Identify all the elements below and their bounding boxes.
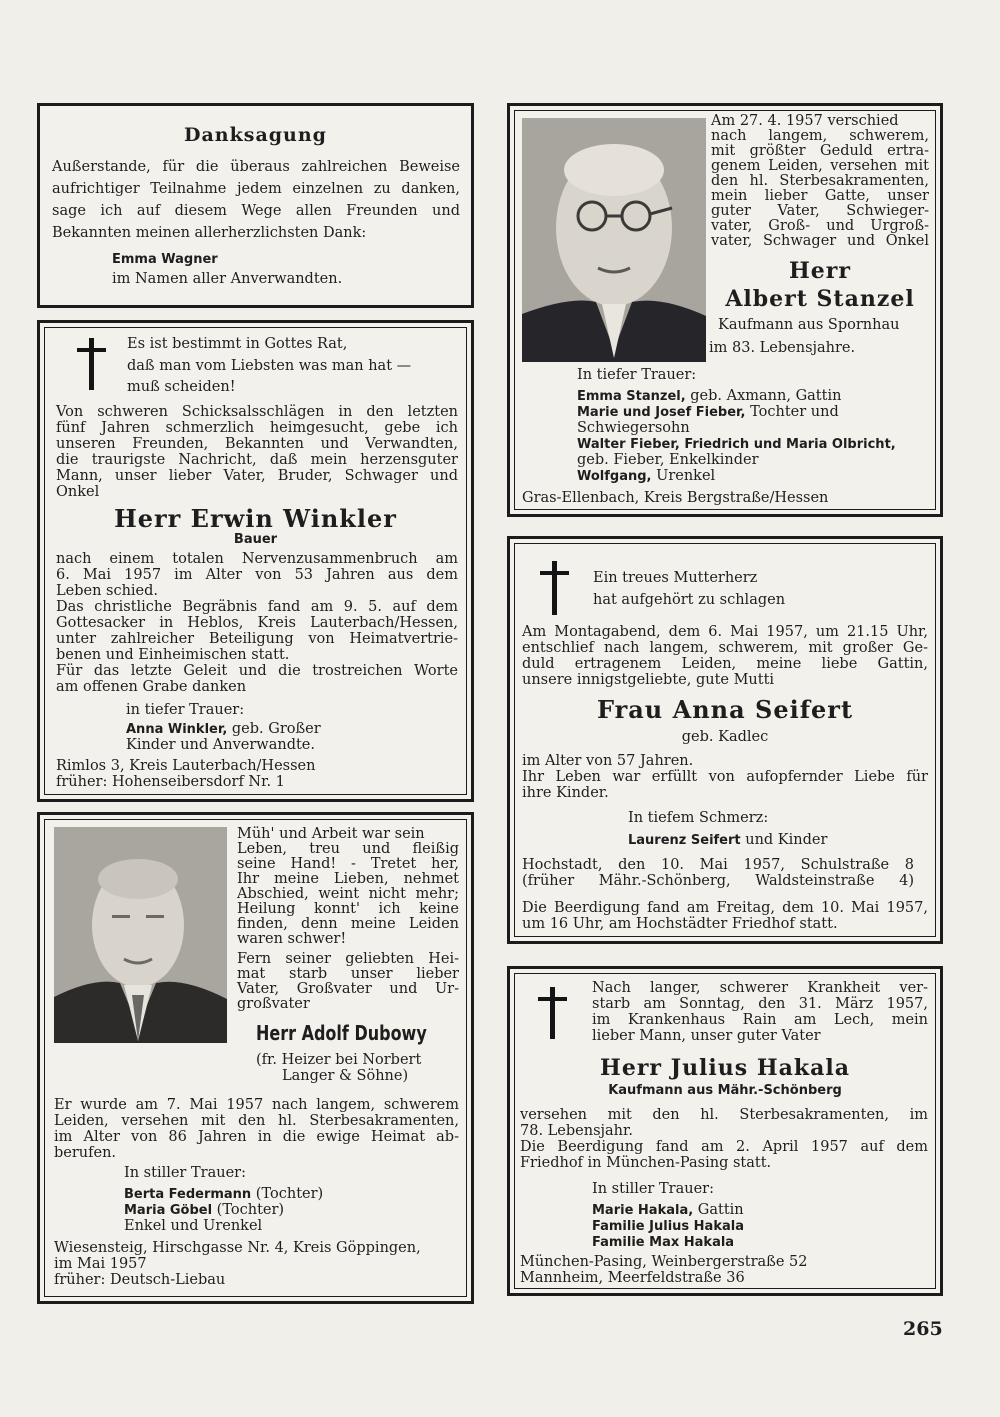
dubowy-verse-1: Müh' und Arbeit war sein xyxy=(237,826,425,842)
stanzel-mourner-2 xyxy=(577,405,839,421)
winkler-verse-2: daß man vom Liebsten was man hat — xyxy=(127,358,412,374)
hakala-mourner-1-rest: Gattin xyxy=(693,1202,744,1218)
seifert-mourner-rest: und Kinder xyxy=(740,832,828,848)
stanzel-mourner-2-name: Marie und Josef Fieber, xyxy=(577,405,746,420)
dubowy-notice xyxy=(37,812,474,1304)
stanzel-mourner-4-rest: Urenkel xyxy=(651,468,716,484)
dubowy-mourner-2-rel: (Tochter) xyxy=(212,1202,285,1218)
danksagung-signer-note: im Namen aller Anverwandten. xyxy=(112,271,343,287)
winkler-intro-1: Von schweren Schicksalsschlägen in den letzten xyxy=(56,404,458,420)
dubowy-mourners-extra: Enkel und Urenkel xyxy=(124,1218,263,1234)
winkler-body-1: nach einem totalen Nervenzusammenbruch am xyxy=(56,551,458,567)
seifert-funeral-2: um 16 Uhr, am Hochstädter Friedhof statt. xyxy=(522,916,838,932)
stanzel-mourner-2-rest: Tochter und xyxy=(745,404,839,420)
hakala-address-1: München-Pasing, Weinbergerstraße 52 xyxy=(520,1254,808,1270)
stanzel-intro-3: mit größter Geduld ertra- xyxy=(711,143,929,159)
danksagung-signer: Emma Wagner xyxy=(112,252,218,267)
stanzel-title: Herr xyxy=(789,258,851,284)
seifert-intro-3: duld ertragenem Leiden, meine liebe Gattin, xyxy=(522,656,928,672)
seifert-funeral-1: Die Beerdigung fand am Freitag, dem 10. Mai 1957, xyxy=(522,900,928,916)
hakala-intro-4: lieber Mann, unser guter Vater xyxy=(592,1028,821,1044)
dubowy-address-3: früher: Deutsch-Liebau xyxy=(54,1272,226,1288)
seifert-name: Frau Anna Seifert xyxy=(596,695,854,724)
dubowy-intro-2: mat starb unser lieber xyxy=(237,966,459,982)
winkler-body-9: am offenen Grabe danken xyxy=(56,679,247,695)
winkler-body-7: benen und Einheimischen statt. xyxy=(56,647,290,663)
seifert-intro-2: entschlief nach langem, schwerem, mit großer Ge- xyxy=(522,640,928,656)
seifert-body-2: Ihr Leben war erfüllt von aufopfernder Liebe für xyxy=(522,769,928,785)
winkler-intro-5: Mann, unser lieber Vater, Bruder, Schwager und xyxy=(56,468,458,484)
seifert-mourner xyxy=(628,833,827,849)
stanzel-mourner-3-name: Walter Fieber, Friedrich und Maria Olbricht, xyxy=(577,437,896,452)
stanzel-occupation: Kaufmann aus Spornhau xyxy=(718,317,900,333)
page-number: 265 xyxy=(903,1318,943,1340)
dubowy-portrait-photo xyxy=(54,827,227,1043)
winkler-mourning-label: in tiefer Trauer: xyxy=(126,702,245,718)
dubowy-body-2: Leiden, versehen mit den hl. Sterbesakramenten, xyxy=(54,1113,459,1129)
stanzel-mourner-4-name: Wolfgang, xyxy=(577,469,652,484)
hakala-mourner-1 xyxy=(592,1203,744,1219)
dubowy-verse-5: Abschied, weint nicht mehr; xyxy=(237,886,459,902)
stanzel-mourner-2-cont: Schwiegersohn xyxy=(577,420,690,436)
hakala-notice xyxy=(507,966,943,1296)
winkler-verse-1: Es ist bestimmt in Gottes Rat, xyxy=(127,336,348,352)
hakala-body-1: versehen mit den hl. Sterbesakramenten, im xyxy=(520,1107,928,1123)
winkler-intro-6: Onkel xyxy=(56,484,100,500)
winkler-mourner xyxy=(126,722,321,738)
stanzel-intro-7: guter Vater, Schwieger- xyxy=(711,203,929,219)
winkler-body-8: Für das letzte Geleit und die trostreichen Worte xyxy=(56,663,458,679)
winkler-body-3: Leben schied. xyxy=(56,583,159,599)
dubowy-intro-4: großvater xyxy=(237,996,310,1012)
dubowy-intro-3: Vater, Großvater und Ur- xyxy=(237,981,459,997)
seifert-maiden: geb. Kadlec xyxy=(681,729,769,745)
hakala-body-4: Friedhof in München-Pasing statt. xyxy=(520,1155,772,1171)
danksagung-line-3: sage ich auf diesem Wege allen Freunden und xyxy=(52,203,460,219)
winkler-mourner-rest: geb. Großer xyxy=(227,721,321,737)
dubowy-mourner-2-name: Maria Göbel xyxy=(124,1203,213,1218)
dubowy-occupation-2: Langer & Söhne) xyxy=(282,1068,409,1084)
dubowy-mourning-label: In stiller Trauer: xyxy=(124,1165,246,1181)
seifert-intro-1: Am Montagabend, dem 6. Mai 1957, um 21.15 Uhr, xyxy=(522,624,928,640)
seifert-mourning-label: In tiefem Schmerz: xyxy=(628,810,769,826)
stanzel-notice xyxy=(507,103,943,517)
stanzel-age: im 83. Lebensjahre. xyxy=(709,340,856,356)
man-portrait-icon xyxy=(54,827,227,1043)
stanzel-mourner-1 xyxy=(577,389,841,405)
hakala-mourner-2: Familie Julius Hakala xyxy=(592,1219,744,1234)
danksagung-line-2: aufrichtiger Teilnahme jedem einzelnen zu danken, xyxy=(52,181,460,197)
stanzel-name: Albert Stanzel xyxy=(725,286,915,312)
danksagung-title: Danksagung xyxy=(184,124,327,146)
seifert-mourner-name: Laurenz Seifert xyxy=(628,833,741,848)
winkler-body-6: unter zahlreicher Beteiligung von Heimatvertrie- xyxy=(56,631,458,647)
danksagung-notice xyxy=(37,103,474,308)
winkler-body-4: Das christliche Begräbnis fand am 9. 5. auf dem xyxy=(56,599,458,615)
man-with-glasses-portrait-icon xyxy=(522,118,706,362)
cross-icon xyxy=(538,987,567,1039)
hakala-address-2: Mannheim, Meerfeldstraße 36 xyxy=(520,1270,745,1286)
hakala-body-3: Die Beerdigung fand am 2. April 1957 auf dem xyxy=(520,1139,928,1155)
hakala-intro-1: Nach langer, schwerer Krankheit ver- xyxy=(592,980,928,996)
dubowy-mourner-1-name: Berta Federmann xyxy=(124,1187,252,1202)
dubowy-body-1: Er wurde am 7. Mai 1957 nach langem, schwerem xyxy=(54,1097,459,1113)
hakala-name: Herr Julius Hakala xyxy=(600,1055,850,1081)
stanzel-intro-9: vater, Schwager und Onkel xyxy=(711,233,929,249)
winkler-intro-4: die traurigste Nachricht, daß mein herzensguter xyxy=(56,452,458,468)
hakala-intro-3: im Krankenhaus Rain am Lech, mein xyxy=(592,1012,928,1028)
stanzel-intro-1: Am 27. 4. 1957 verschied xyxy=(711,113,899,129)
winkler-address-2: früher: Hohenseibersdorf Nr. 1 xyxy=(56,774,285,790)
winkler-mourners-extra: Kinder und Anverwandte. xyxy=(126,737,315,753)
hakala-mourner-1-name: Marie Hakala, xyxy=(592,1203,694,1218)
dubowy-body-3: im Alter von 86 Jahren in die ewige Heimat ab- xyxy=(54,1129,459,1145)
danksagung-line-1: Außerstande, für die überaus zahlreichen Beweise xyxy=(52,159,460,175)
cross-icon xyxy=(540,561,569,615)
stanzel-mourner-1-rest: geb. Axmann, Gattin xyxy=(685,388,842,404)
dubowy-verse-4: Ihr meine Lieben, nehmet xyxy=(237,871,459,887)
winkler-body-5: Gottesacker in Heblos, Kreis Lauterbach/Hessen, xyxy=(56,615,458,631)
stanzel-mourning-label: In tiefer Trauer: xyxy=(577,367,697,383)
seifert-verse-2: hat aufgehört zu schlagen xyxy=(593,592,786,608)
dubowy-verse-8: waren schwer! xyxy=(237,931,347,947)
dubowy-address-1: Wiesensteig, Hirschgasse Nr. 4, Kreis Göppingen, xyxy=(54,1240,421,1256)
winkler-mourner-name: Anna Winkler, xyxy=(126,722,228,737)
winkler-intro-2: fünf Jahren schmerzlich heimgesucht, gebe ich xyxy=(56,420,458,436)
stanzel-intro-4: genem Leiden, versehen mit xyxy=(711,158,929,174)
hakala-intro-2: starb am Sonntag, den 31. März 1957, xyxy=(592,996,928,1012)
stanzel-mourner-1-name: Emma Stanzel, xyxy=(577,389,686,404)
dubowy-occupation-1: (fr. Heizer bei Norbert xyxy=(256,1052,422,1068)
winkler-intro-3: unseren Freunden, Bekannten und Verwandten, xyxy=(56,436,458,452)
winkler-verse-3: muß scheiden! xyxy=(127,379,236,395)
winkler-address-1: Rimlos 3, Kreis Lauterbach/Hessen xyxy=(56,758,316,774)
dubowy-name: Herr Adolf Dubowy xyxy=(256,1021,427,1045)
seifert-verse-1: Ein treues Mutterherz xyxy=(593,570,758,586)
winkler-occupation: Bauer xyxy=(233,532,278,547)
dubowy-mourner-1 xyxy=(124,1187,323,1203)
dubowy-intro-1: Fern seiner geliebten Hei- xyxy=(237,951,459,967)
stanzel-address: Gras-Ellenbach, Kreis Bergstraße/Hessen xyxy=(522,490,829,506)
winkler-name: Herr Erwin Winkler xyxy=(114,504,397,533)
stanzel-intro-5: den hl. Sterbesakramenten, xyxy=(711,173,929,189)
seifert-address-1: Hochstadt, den 10. Mai 1957, Schulstraße 8 xyxy=(522,857,914,873)
stanzel-mourner-4 xyxy=(577,469,715,485)
stanzel-intro-2: nach langem, schwerem, xyxy=(711,128,929,144)
dubowy-verse-3: seine Hand! - Tretet her, xyxy=(237,856,459,872)
dubowy-mourner-2 xyxy=(124,1203,284,1219)
dubowy-body-4: berufen. xyxy=(54,1145,117,1161)
winkler-notice xyxy=(37,320,474,802)
dubowy-verse-7: finden, denn meine Leiden xyxy=(237,916,459,932)
stanzel-portrait-photo xyxy=(522,118,706,362)
hakala-mourner-3: Familie Max Hakala xyxy=(592,1235,735,1250)
dubowy-verse-2: Leben, treu und fleißig xyxy=(237,841,459,857)
stanzel-intro-6: mein lieber Gatte, unser xyxy=(711,188,929,204)
hakala-body-2: 78. Lebensjahr. xyxy=(520,1123,633,1139)
hakala-mourning-label: In stiller Trauer: xyxy=(592,1181,714,1197)
dubowy-address-2: im Mai 1957 xyxy=(54,1256,147,1272)
dubowy-verse-6: Heilung konnt' ich keine xyxy=(237,901,459,917)
cross-icon xyxy=(77,338,106,390)
seifert-body-1: im Alter von 57 Jahren. xyxy=(522,753,694,769)
seifert-address-2: (früher Mähr.-Schönberg, Waldsteinstraße 4) xyxy=(522,873,914,889)
stanzel-intro-8: vater, Groß- und Urgroß- xyxy=(711,218,929,234)
winkler-body-2: 6. Mai 1957 im Alter von 53 Jahren aus dem xyxy=(56,567,458,583)
hakala-occupation: Kaufmann aus Mähr.-Schönberg xyxy=(608,1083,842,1098)
seifert-intro-4: unsere innigstgeliebte, gute Mutti xyxy=(522,672,775,688)
danksagung-line-4: Bekannten meinen allerherzlichsten Dank: xyxy=(52,225,367,241)
seifert-notice xyxy=(507,536,943,944)
stanzel-mourner-3-cont: geb. Fieber, Enkelkinder xyxy=(577,452,759,468)
dubowy-mourner-1-rel: (Tochter) xyxy=(251,1186,324,1202)
seifert-body-3: ihre Kinder. xyxy=(522,785,609,801)
